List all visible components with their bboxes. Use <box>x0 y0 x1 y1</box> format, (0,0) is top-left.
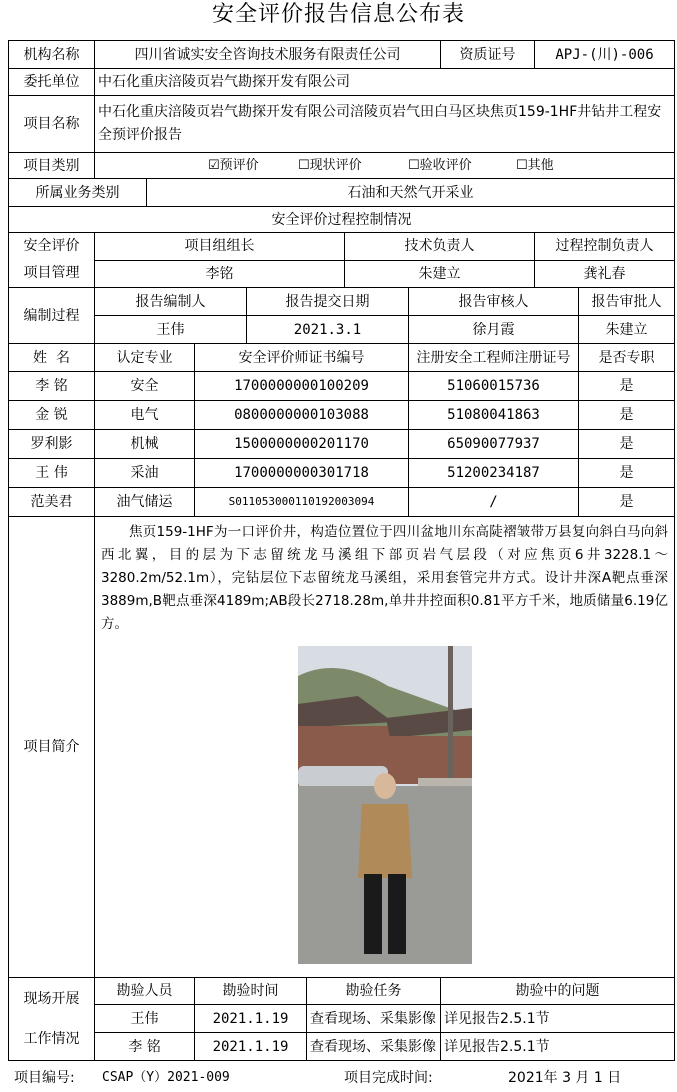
staff-header-row <box>9 344 675 372</box>
staff-reg: 51060015736 <box>409 372 579 401</box>
staff-fulltime: 是 <box>579 401 675 430</box>
mgmt-role-leader: 项目组组长 <box>95 233 345 261</box>
compile-label: 编制过程 <box>9 288 95 344</box>
photo-person-jacket <box>358 804 412 878</box>
footer <box>10 1068 670 1090</box>
site-label-line2: 工作情况 <box>23 1031 80 1047</box>
compile-role-date: 报告提交日期 <box>247 288 409 316</box>
staff-reg: 51080041863 <box>409 401 579 430</box>
project-type-row <box>9 153 675 179</box>
site-header-person: 勘验人员 <box>95 978 195 1005</box>
photo-person-leg-left <box>364 874 382 954</box>
project-code-value: CSAP（Y）2021-009 <box>102 1070 230 1085</box>
staff-fulltime: 是 <box>579 430 675 459</box>
site-header-issue: 勘验中的问题 <box>441 978 675 1005</box>
site-photo <box>298 646 472 964</box>
site-header-task: 勘验任务 <box>307 978 441 1005</box>
staff-header-reg: 注册安全工程师注册证号 <box>409 344 579 372</box>
compile-role-reviewer: 报告审核人 <box>409 288 579 316</box>
staff-major: 采油 <box>95 459 195 488</box>
staff-major: 安全 <box>95 372 195 401</box>
staff-name: 金 锐 <box>9 401 95 430</box>
org-value: 四川省诚实安全咨询技术服务有限责任公司 <box>95 41 441 69</box>
project-name-row <box>9 96 675 153</box>
staff-fulltime: 是 <box>579 459 675 488</box>
compile-date: 2021.3.1 <box>247 316 409 344</box>
staff-header-cert: 安全评价师证书编号 <box>195 344 409 372</box>
staff-header-name: 姓 名 <box>9 344 95 372</box>
process-title: 安全评价过程控制情况 <box>9 207 675 233</box>
intro-cell <box>95 517 675 978</box>
staff-header-major: 认定专业 <box>95 344 195 372</box>
staff-major: 电气 <box>95 401 195 430</box>
site-issue: 详见报告2.5.1节 <box>441 1033 675 1061</box>
table-row <box>9 372 675 401</box>
mgmt-label-line1: 安全评价 <box>23 238 80 254</box>
project-code-label: 项目编号: <box>14 1070 75 1086</box>
org-label: 机构名称 <box>9 41 95 69</box>
org-row <box>9 41 675 69</box>
photo-person-leg-right <box>388 874 406 954</box>
photo-wrap <box>95 636 674 966</box>
option-acceptance-eval: ☐验收评价 <box>408 157 472 173</box>
project-name-value: 中石化重庆涪陵页岩气勘探开发有限公司涪陵页岩气田白马区块焦页159-1HF井钻井工程安全预评价报告 <box>95 96 675 153</box>
mgmt-roles-row <box>9 233 675 261</box>
compile-reviewer: 徐月霞 <box>409 316 579 344</box>
table-row <box>9 488 675 517</box>
mgmt-role-process: 过程控制负责人 <box>535 233 675 261</box>
staff-fulltime: 是 <box>579 488 675 517</box>
completion-date-label: 项目完成时间: <box>344 1070 433 1086</box>
photo-building-right <box>390 736 472 784</box>
compile-roles-row <box>9 288 675 316</box>
staff-reg: / <box>409 488 579 517</box>
staff-name: 罗利影 <box>9 430 95 459</box>
business-value: 石油和天然气开采业 <box>147 179 675 207</box>
client-label: 委托单位 <box>9 69 95 96</box>
site-issue: 详见报告2.5.1节 <box>441 1005 675 1033</box>
site-person: 王伟 <box>95 1005 195 1033</box>
staff-fulltime: 是 <box>579 372 675 401</box>
mgmt-label-line2: 项目管理 <box>23 265 80 281</box>
intro-text: 焦页159-1HF为一口评价井，构造位置位于四川盆地川东高陡褶皱带万县复向斜白马向斜西北翼，目的层为下志留统龙马溪组下部页岩气层段（对应焦页6井3228.1～3280.2m/52.1m），完钻层位下志留统龙马溪组，采用套管完井方式。设计井深A靶点垂深3889m,B靶点垂深4189m;AB段长2718.28m,单井井控面积0.81平方千米，地质储量6.19亿方。 <box>101 524 669 632</box>
client-value: 中石化重庆涪陵页岩气勘探开发有限公司 <box>95 69 675 96</box>
compile-role-approver: 报告审批人 <box>579 288 675 316</box>
photo-person-head <box>374 773 396 799</box>
business-row <box>9 179 675 207</box>
mgmt-name-leader: 李铭 <box>95 260 345 288</box>
completion-date-value: 2021年 3 月 1 日 <box>508 1070 622 1086</box>
project-type-options <box>95 153 675 179</box>
photo-pole <box>448 646 453 796</box>
mgmt-role-tech: 技术负责人 <box>345 233 535 261</box>
staff-name: 王 伟 <box>9 459 95 488</box>
option-other: ☐其他 <box>516 157 554 173</box>
table-row <box>9 459 675 488</box>
staff-name: 范美君 <box>9 488 95 517</box>
intro-row <box>9 517 675 978</box>
site-header-time: 勘验时间 <box>195 978 307 1005</box>
site-task: 查看现场、采集影像 <box>307 1005 441 1033</box>
business-label: 所属业务类别 <box>9 179 147 207</box>
mgmt-name-process: 龚礼春 <box>535 260 675 288</box>
site-time: 2021.1.19 <box>195 1033 307 1061</box>
option-pre-eval: ☑预评价 <box>208 157 259 173</box>
staff-cert: 1700000000100209 <box>195 372 409 401</box>
staff-header-fulltime: 是否专职 <box>579 344 675 372</box>
client-row <box>9 69 675 96</box>
table-row <box>9 401 675 430</box>
site-label-line1: 现场开展 <box>23 991 80 1007</box>
table-row <box>9 1033 675 1061</box>
project-name-label: 项目名称 <box>9 96 95 153</box>
cert-label: 资质证号 <box>441 41 535 69</box>
staff-reg: 65090077937 <box>409 430 579 459</box>
project-type-label: 项目类别 <box>9 153 95 179</box>
staff-cert: 1500000000201170 <box>195 430 409 459</box>
staff-cert: 0800000000103088 <box>195 401 409 430</box>
site-task: 查看现场、采集影像 <box>307 1033 441 1061</box>
option-status-eval: ☐现状评价 <box>298 157 362 173</box>
compile-author: 王伟 <box>95 316 247 344</box>
compile-role-author: 报告编制人 <box>95 288 247 316</box>
site-time: 2021.1.19 <box>195 1005 307 1033</box>
staff-name: 李 铭 <box>9 372 95 401</box>
table-row <box>9 430 675 459</box>
mgmt-names-row <box>9 260 675 288</box>
table-row <box>9 1005 675 1033</box>
staff-major: 油气储运 <box>95 488 195 517</box>
cert-value: APJ-(川)-006 <box>535 41 675 69</box>
site-label <box>9 978 95 1061</box>
intro-label: 项目简介 <box>9 517 95 978</box>
mgmt-label <box>9 233 95 288</box>
process-title-row <box>9 207 675 233</box>
info-table <box>8 40 675 1061</box>
staff-cert: 1700000000301718 <box>195 459 409 488</box>
compile-approver: 朱建立 <box>579 316 675 344</box>
staff-major: 机械 <box>95 430 195 459</box>
site-header-row <box>9 978 675 1005</box>
staff-reg: 51200234187 <box>409 459 579 488</box>
staff-cert: S011053000110192003094 <box>195 488 409 517</box>
compile-values-row <box>9 316 675 344</box>
site-person: 李 铭 <box>95 1033 195 1061</box>
doc-title: 安全评价报告信息公布表 <box>211 2 465 27</box>
mgmt-name-tech: 朱建立 <box>345 260 535 288</box>
